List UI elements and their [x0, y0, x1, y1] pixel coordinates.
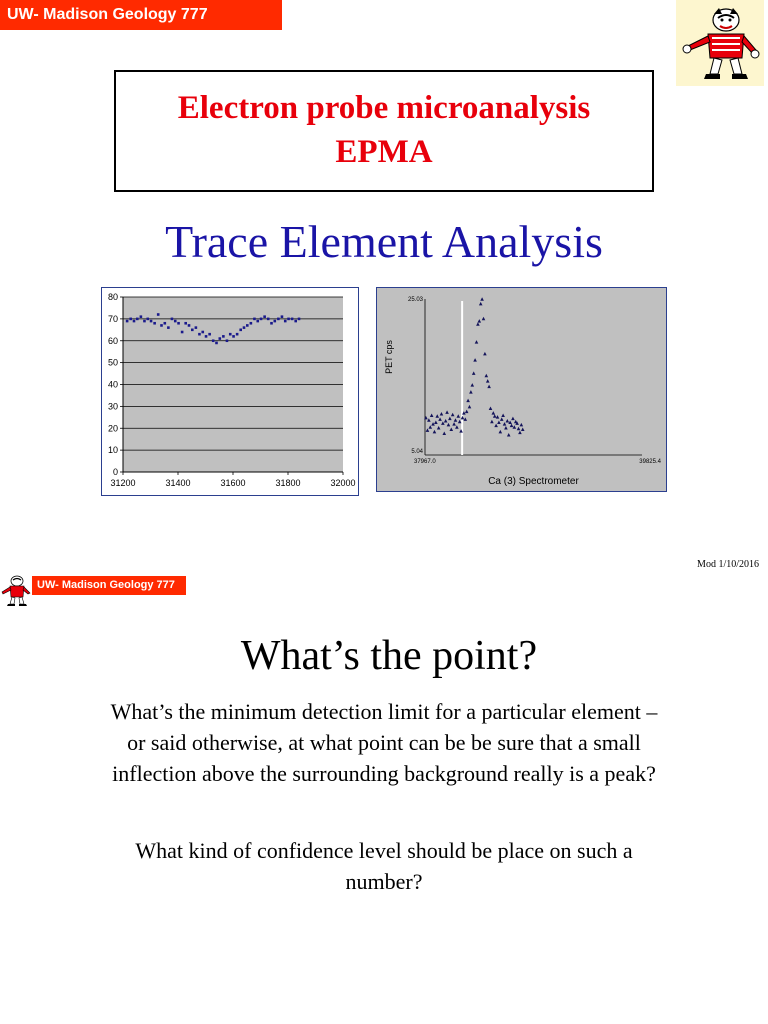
- chart1-point: [171, 318, 174, 321]
- chart1-point: [281, 315, 284, 318]
- chart1-point: [167, 326, 170, 329]
- slide2-paragraph-1: What’s the minimum detection limit for a particular element – or said otherwise, at what point can be be sure that a small inflection above the surrounding background really is a peak?: [110, 699, 658, 786]
- chart1-y-tick-label: 20: [107, 423, 118, 434]
- chart1-point: [184, 322, 187, 325]
- chart1-point: [198, 333, 201, 336]
- chart1-point: [201, 331, 204, 334]
- chart1-point: [246, 324, 249, 327]
- chart1-point: [177, 322, 180, 325]
- chart1-point: [219, 337, 222, 340]
- slide2-heading: What’s the point?: [240, 633, 538, 679]
- chart1-y-tick-label: 80: [107, 292, 118, 302]
- slide1-subtitle: Trace Element Analysis: [165, 216, 603, 267]
- chart1-point: [188, 324, 191, 327]
- chart1-point: [236, 333, 239, 336]
- chart1-point: [205, 335, 208, 338]
- chart1-x-tick-label: 31600: [220, 478, 246, 488]
- chart1-point: [298, 318, 301, 321]
- chart1-point: [136, 318, 139, 321]
- chart1-point: [229, 333, 232, 336]
- chart1-x-tick-label: 31400: [165, 478, 191, 488]
- chart1-point: [277, 318, 280, 321]
- slide2-paragraph-2: What kind of confidence level should be place on such a number?: [135, 838, 633, 894]
- chart1-point: [226, 339, 229, 342]
- chart1-point: [287, 318, 290, 321]
- slide1-title-line2: EPMA: [335, 134, 433, 170]
- chart1-point: [253, 318, 256, 321]
- chart2-y-axis-label: PET cps: [384, 340, 394, 374]
- chart1-x-tick-label: 31200: [110, 478, 136, 488]
- chart2-x-axis-label: Ca (3) Spectrometer: [488, 476, 579, 487]
- chart1-point: [270, 322, 273, 325]
- chart1-y-tick-label: 60: [107, 335, 118, 346]
- chart1-point: [146, 318, 149, 321]
- chart1-point: [274, 320, 277, 323]
- chart2-y-min-label: 5.04: [411, 449, 423, 455]
- slide2-banner: UW- Madison Geology 777: [32, 576, 186, 595]
- chart1-point: [195, 326, 198, 329]
- badger-mascot-icon-small: [0, 573, 32, 607]
- chart1-point: [208, 333, 211, 336]
- chart2-x-min-label: 37967.0: [414, 459, 436, 465]
- chart1-point: [129, 318, 132, 321]
- chart1-point: [250, 322, 253, 325]
- chart1-point: [164, 322, 167, 325]
- chart1-point: [160, 324, 163, 327]
- chart1-point: [263, 315, 266, 318]
- chart1-point: [126, 320, 129, 323]
- chart1-point: [243, 326, 246, 329]
- chart-counts-scatter: [101, 287, 359, 496]
- chart1-y-tick-label: 10: [107, 445, 118, 456]
- chart1-point: [294, 320, 297, 323]
- chart1-y-tick-label: 70: [107, 313, 118, 324]
- chart1-y-tick-label: 40: [107, 379, 118, 390]
- chart1-y-tick-label: 30: [107, 401, 118, 412]
- chart1-point: [284, 320, 287, 323]
- chart1-point: [143, 320, 146, 323]
- slide1-title-line1: Electron probe microanalysis: [177, 90, 591, 126]
- chart1-point: [133, 320, 136, 323]
- chart1-point: [267, 318, 270, 321]
- chart1-point: [291, 318, 294, 321]
- chart2-x-max-label: 39825.4: [639, 459, 661, 465]
- slide1-banner: UW- Madison Geology 777: [0, 0, 282, 30]
- chart1-point: [239, 329, 242, 332]
- chart-spectrometer-scan: [376, 287, 667, 492]
- chart1-point: [140, 315, 143, 318]
- chart1-point: [181, 331, 184, 334]
- badger-mascot-icon: [676, 0, 764, 86]
- chart1-x-tick-label: 31800: [275, 478, 301, 488]
- chart1-point: [191, 329, 194, 332]
- slide1-title-box: [114, 70, 654, 192]
- chart1-point: [150, 320, 153, 323]
- chart1-point: [260, 318, 263, 321]
- chart1-point: [232, 335, 235, 338]
- chart2-y-max-label: 25.03: [407, 297, 423, 303]
- chart1-x-tick-label: 32000: [330, 478, 356, 488]
- modified-date: Mod 1/10/2016: [697, 559, 759, 570]
- chart1-point: [212, 339, 215, 342]
- chart1-point: [157, 313, 160, 316]
- chart1-point: [222, 335, 225, 338]
- chart1-y-tick-label: 50: [107, 357, 118, 368]
- chart1-y-tick-label: 0: [112, 467, 118, 477]
- chart1-point: [153, 322, 156, 325]
- chart1-point: [174, 320, 177, 323]
- chart1-point: [256, 320, 259, 323]
- chart1-point: [215, 342, 218, 345]
